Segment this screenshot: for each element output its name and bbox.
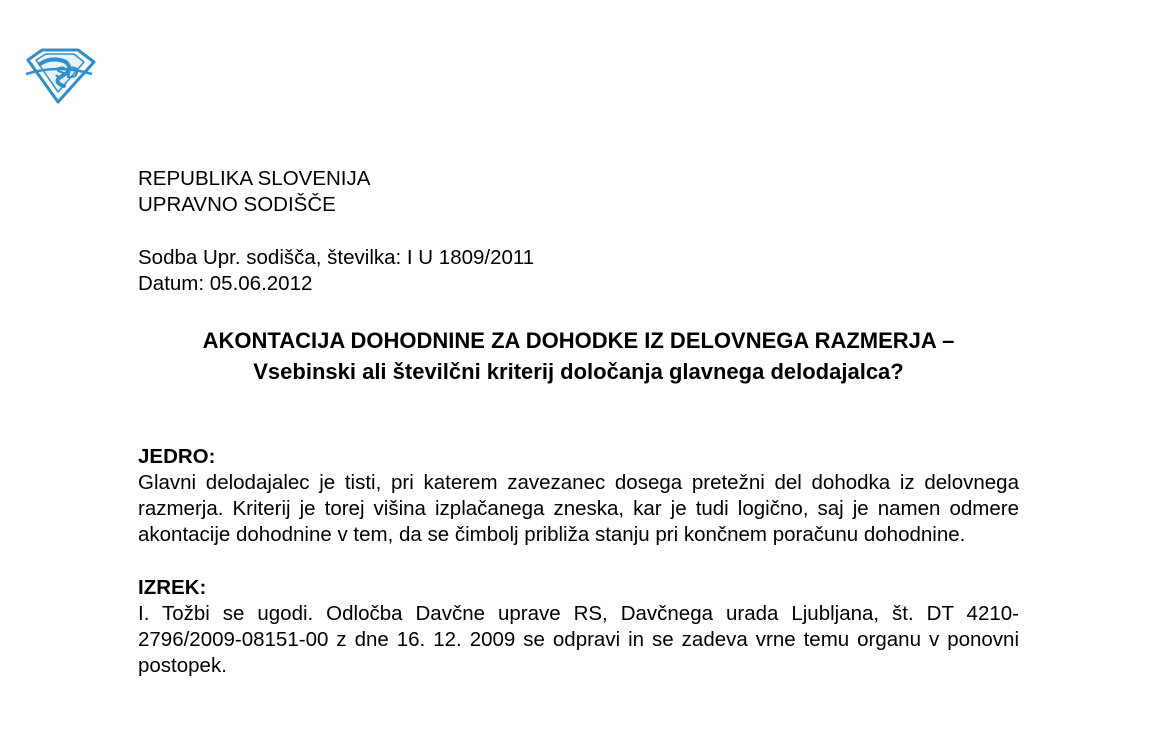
case-date: Datum: 05.06.2012 — [138, 272, 313, 295]
court-logo — [22, 48, 96, 104]
jedro-text: Glavni delodajalec je tisti, pri katerem zavezanec dosega pretežni del dohodka iz delovnega razmerja. Kriterij je torej višina izplačanega zneska, kar je tudi logično, saj je namen odmere akontacije dohodnine v tem, da se čimbolj približa stanju pri končnem poračunu dohodnine. — [138, 471, 1019, 546]
country-line: REPUBLIKA SLOVENIJA — [138, 167, 371, 190]
case-number: Sodba Upr. sodišča, številka: I U 1809/2011 — [138, 246, 535, 269]
case-info — [138, 245, 1019, 297]
izrek-heading: IZREK: — [138, 576, 207, 599]
court-header — [138, 166, 1019, 218]
document-page — [138, 166, 1019, 679]
izrek-text: I. Tožbi se ugodi. Odločba Davčne uprave RS, Davčnega urada Ljubljana, št. DT 4210-2796/2009-08151-00 z dne 16. 12. 2009 se odpravi in se zadeva vrne temu organu v ponovni postopek. — [138, 602, 1019, 677]
logo-letters: SD — [55, 63, 79, 82]
document-title: AKONTACIJA DOHODNINE ZA DOHODKE IZ DELOVNEGA RAZMERJA – Vsebinski ali številčni kriterij določanja glavnega delodajalca? — [202, 328, 955, 384]
izrek-section — [138, 575, 1019, 679]
jedro-heading: JEDRO: — [138, 445, 216, 468]
court-name: UPRAVNO SODIŠČE — [138, 193, 336, 216]
jedro-section — [138, 444, 1019, 548]
